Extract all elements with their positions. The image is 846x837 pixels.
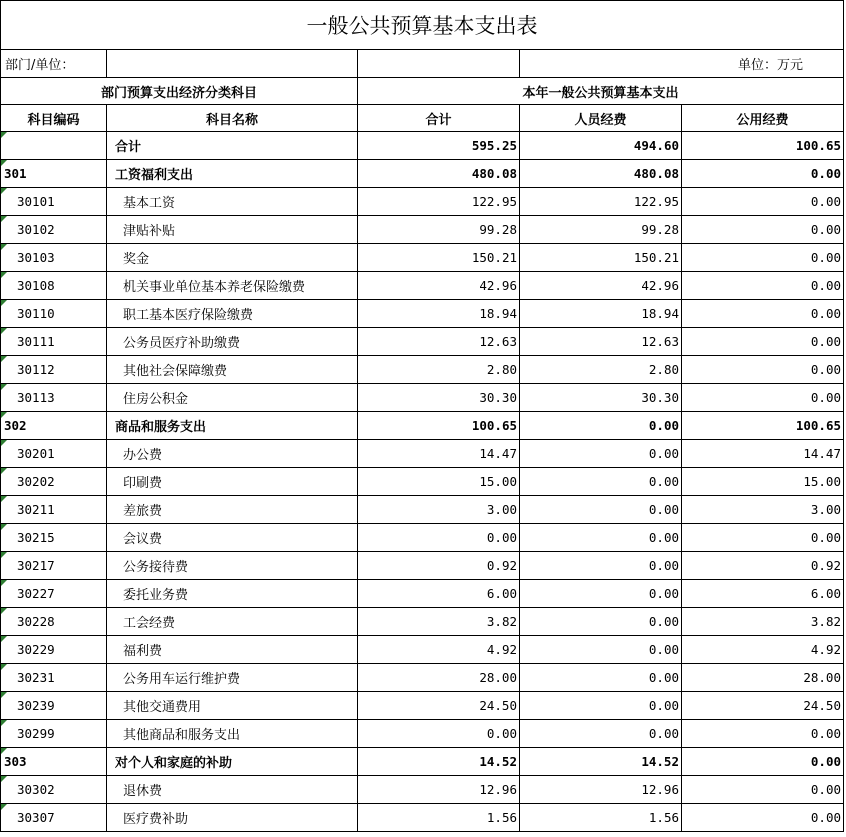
code-cell[interactable]: 30102: [1, 216, 107, 244]
table-row[interactable]: [1, 272, 844, 300]
personnel-cell[interactable]: 42.96: [520, 272, 682, 300]
table-row[interactable]: [1, 440, 844, 468]
table-row[interactable]: [1, 244, 844, 272]
table-row[interactable]: [1, 496, 844, 524]
personnel-cell[interactable]: 14.52: [520, 748, 682, 776]
name-cell[interactable]: 会议费: [107, 524, 358, 552]
public-cell[interactable]: 100.65: [682, 132, 844, 160]
header-code: 科目编码: [1, 105, 107, 132]
personnel-cell[interactable]: 1.56: [520, 804, 682, 832]
unit-label: 单位：万元: [520, 50, 844, 78]
personnel-cell[interactable]: 12.96: [520, 776, 682, 804]
total-cell[interactable]: 30.30: [358, 384, 520, 412]
public-cell[interactable]: 15.00: [682, 468, 844, 496]
name-cell[interactable]: 差旅费: [107, 496, 358, 524]
personnel-cell[interactable]: 0.00: [520, 636, 682, 664]
code-cell[interactable]: 30231: [1, 664, 107, 692]
table-row[interactable]: [1, 580, 844, 608]
code-cell[interactable]: 30113: [1, 384, 107, 412]
public-cell[interactable]: 4.92: [682, 636, 844, 664]
public-cell[interactable]: 0.00: [682, 216, 844, 244]
header-total: 合计: [358, 105, 520, 132]
public-cell[interactable]: 0.00: [682, 188, 844, 216]
table-row[interactable]: [1, 412, 844, 440]
name-cell[interactable]: 退休费: [107, 776, 358, 804]
personnel-cell[interactable]: 0.00: [520, 664, 682, 692]
code-cell[interactable]: 30228: [1, 608, 107, 636]
code-cell[interactable]: 30229: [1, 636, 107, 664]
public-cell[interactable]: 0.92: [682, 552, 844, 580]
code-cell[interactable]: [1, 132, 107, 160]
total-cell[interactable]: 15.00: [358, 468, 520, 496]
table-row[interactable]: [1, 160, 844, 188]
name-cell[interactable]: 医疗费补助: [107, 804, 358, 832]
code-cell[interactable]: 303: [1, 748, 107, 776]
personnel-cell[interactable]: 2.80: [520, 356, 682, 384]
total-cell[interactable]: 12.63: [358, 328, 520, 356]
table-row[interactable]: [1, 636, 844, 664]
personnel-cell[interactable]: 494.60: [520, 132, 682, 160]
name-cell[interactable]: 津贴补贴: [107, 216, 358, 244]
total-cell[interactable]: 28.00: [358, 664, 520, 692]
name-cell[interactable]: 公务接待费: [107, 552, 358, 580]
total-cell[interactable]: 12.96: [358, 776, 520, 804]
header-personnel: 人员经费: [520, 105, 682, 132]
name-cell[interactable]: 奖金: [107, 244, 358, 272]
code-cell[interactable]: 30215: [1, 524, 107, 552]
code-cell[interactable]: 30103: [1, 244, 107, 272]
code-cell[interactable]: 30101: [1, 188, 107, 216]
table-row[interactable]: [1, 552, 844, 580]
page-title: 一般公共预算基本支出表: [1, 1, 844, 50]
total-cell[interactable]: 24.50: [358, 692, 520, 720]
total-cell[interactable]: 480.08: [358, 160, 520, 188]
header-group-right: 本年一般公共预算基本支出: [358, 78, 844, 105]
code-cell[interactable]: 30202: [1, 468, 107, 496]
table-row[interactable]: [1, 328, 844, 356]
code-cell[interactable]: 30112: [1, 356, 107, 384]
total-cell[interactable]: 14.52: [358, 748, 520, 776]
dept-label: 部门/单位：: [1, 50, 107, 78]
header-group-left: 部门预算支出经济分类科目: [1, 78, 358, 105]
table-row[interactable]: [1, 300, 844, 328]
code-cell[interactable]: 30239: [1, 692, 107, 720]
name-cell[interactable]: 合计: [107, 132, 358, 160]
code-cell[interactable]: 301: [1, 160, 107, 188]
table-row[interactable]: [1, 524, 844, 552]
name-cell[interactable]: 对个人和家庭的补助: [107, 748, 358, 776]
code-cell[interactable]: 30217: [1, 552, 107, 580]
public-cell[interactable]: 0.00: [682, 356, 844, 384]
total-cell[interactable]: 100.65: [358, 412, 520, 440]
total-cell[interactable]: 150.21: [358, 244, 520, 272]
table-row[interactable]: [1, 356, 844, 384]
name-cell[interactable]: 公务员医疗补助缴费: [107, 328, 358, 356]
meta-empty-cell[interactable]: [358, 50, 520, 78]
total-cell[interactable]: 595.25: [358, 132, 520, 160]
public-cell[interactable]: 0.00: [682, 244, 844, 272]
personnel-cell[interactable]: 150.21: [520, 244, 682, 272]
total-cell[interactable]: 1.56: [358, 804, 520, 832]
total-cell[interactable]: 2.80: [358, 356, 520, 384]
total-cell[interactable]: 18.94: [358, 300, 520, 328]
table-row[interactable]: [1, 132, 844, 160]
personnel-cell[interactable]: 122.95: [520, 188, 682, 216]
personnel-cell[interactable]: 30.30: [520, 384, 682, 412]
name-cell[interactable]: 商品和服务支出: [107, 412, 358, 440]
table-row[interactable]: [1, 804, 844, 832]
public-cell[interactable]: 0.00: [682, 748, 844, 776]
public-cell[interactable]: 0.00: [682, 300, 844, 328]
name-cell[interactable]: 基本工资: [107, 188, 358, 216]
code-cell[interactable]: 30227: [1, 580, 107, 608]
public-cell[interactable]: 3.82: [682, 608, 844, 636]
public-cell[interactable]: 6.00: [682, 580, 844, 608]
total-cell[interactable]: 122.95: [358, 188, 520, 216]
table-row[interactable]: [1, 216, 844, 244]
code-cell[interactable]: 30201: [1, 440, 107, 468]
total-cell[interactable]: 99.28: [358, 216, 520, 244]
personnel-cell[interactable]: 0.00: [520, 524, 682, 552]
public-cell[interactable]: 24.50: [682, 692, 844, 720]
total-cell[interactable]: 6.00: [358, 580, 520, 608]
total-cell[interactable]: 0.92: [358, 552, 520, 580]
dept-value-cell[interactable]: [107, 50, 358, 78]
table-row[interactable]: [1, 692, 844, 720]
name-cell[interactable]: 其他社会保障缴费: [107, 356, 358, 384]
public-cell[interactable]: 3.00: [682, 496, 844, 524]
public-cell[interactable]: 0.00: [682, 524, 844, 552]
table-row[interactable]: [1, 384, 844, 412]
total-cell[interactable]: 0.00: [358, 720, 520, 748]
public-cell[interactable]: 28.00: [682, 664, 844, 692]
name-cell[interactable]: 工资福利支出: [107, 160, 358, 188]
personnel-cell[interactable]: 480.08: [520, 160, 682, 188]
name-cell[interactable]: 委托业务费: [107, 580, 358, 608]
total-cell[interactable]: 3.00: [358, 496, 520, 524]
public-cell[interactable]: 0.00: [682, 776, 844, 804]
personnel-cell[interactable]: 18.94: [520, 300, 682, 328]
name-cell[interactable]: 其他商品和服务支出: [107, 720, 358, 748]
personnel-cell[interactable]: 0.00: [520, 580, 682, 608]
total-cell[interactable]: 4.92: [358, 636, 520, 664]
total-cell[interactable]: 14.47: [358, 440, 520, 468]
personnel-cell[interactable]: 0.00: [520, 720, 682, 748]
public-cell[interactable]: 0.00: [682, 804, 844, 832]
public-cell[interactable]: 0.00: [682, 328, 844, 356]
total-cell[interactable]: 3.82: [358, 608, 520, 636]
public-cell[interactable]: 14.47: [682, 440, 844, 468]
code-cell[interactable]: 30108: [1, 272, 107, 300]
table-row[interactable]: [1, 608, 844, 636]
name-cell[interactable]: 机关事业单位基本养老保险缴费: [107, 272, 358, 300]
personnel-cell[interactable]: 0.00: [520, 608, 682, 636]
public-cell[interactable]: 100.65: [682, 412, 844, 440]
table-row[interactable]: [1, 188, 844, 216]
personnel-cell[interactable]: 0.00: [520, 552, 682, 580]
code-cell[interactable]: 30299: [1, 720, 107, 748]
personnel-cell[interactable]: 0.00: [520, 496, 682, 524]
table-row[interactable]: [1, 664, 844, 692]
code-cell[interactable]: 30110: [1, 300, 107, 328]
code-cell[interactable]: 30302: [1, 776, 107, 804]
public-cell[interactable]: 0.00: [682, 160, 844, 188]
public-cell[interactable]: 0.00: [682, 720, 844, 748]
public-cell[interactable]: 0.00: [682, 384, 844, 412]
code-cell[interactable]: 30211: [1, 496, 107, 524]
personnel-cell[interactable]: 0.00: [520, 412, 682, 440]
name-cell[interactable]: 其他交通费用: [107, 692, 358, 720]
total-cell[interactable]: 0.00: [358, 524, 520, 552]
public-cell[interactable]: 0.00: [682, 272, 844, 300]
name-cell[interactable]: 福利费: [107, 636, 358, 664]
total-cell[interactable]: 42.96: [358, 272, 520, 300]
table-row[interactable]: [1, 720, 844, 748]
code-cell[interactable]: 302: [1, 412, 107, 440]
name-cell[interactable]: 住房公积金: [107, 384, 358, 412]
personnel-cell[interactable]: 0.00: [520, 440, 682, 468]
personnel-cell[interactable]: 99.28: [520, 216, 682, 244]
table-row[interactable]: [1, 776, 844, 804]
name-cell[interactable]: 印刷费: [107, 468, 358, 496]
name-cell[interactable]: 公务用车运行维护费: [107, 664, 358, 692]
header-public: 公用经费: [682, 105, 844, 132]
personnel-cell[interactable]: 0.00: [520, 692, 682, 720]
header-name: 科目名称: [107, 105, 358, 132]
personnel-cell[interactable]: 0.00: [520, 468, 682, 496]
name-cell[interactable]: 职工基本医疗保险缴费: [107, 300, 358, 328]
code-cell[interactable]: 30307: [1, 804, 107, 832]
code-cell[interactable]: 30111: [1, 328, 107, 356]
table-row[interactable]: [1, 468, 844, 496]
table-row[interactable]: [1, 748, 844, 776]
name-cell[interactable]: 办公费: [107, 440, 358, 468]
personnel-cell[interactable]: 12.63: [520, 328, 682, 356]
name-cell[interactable]: 工会经费: [107, 608, 358, 636]
